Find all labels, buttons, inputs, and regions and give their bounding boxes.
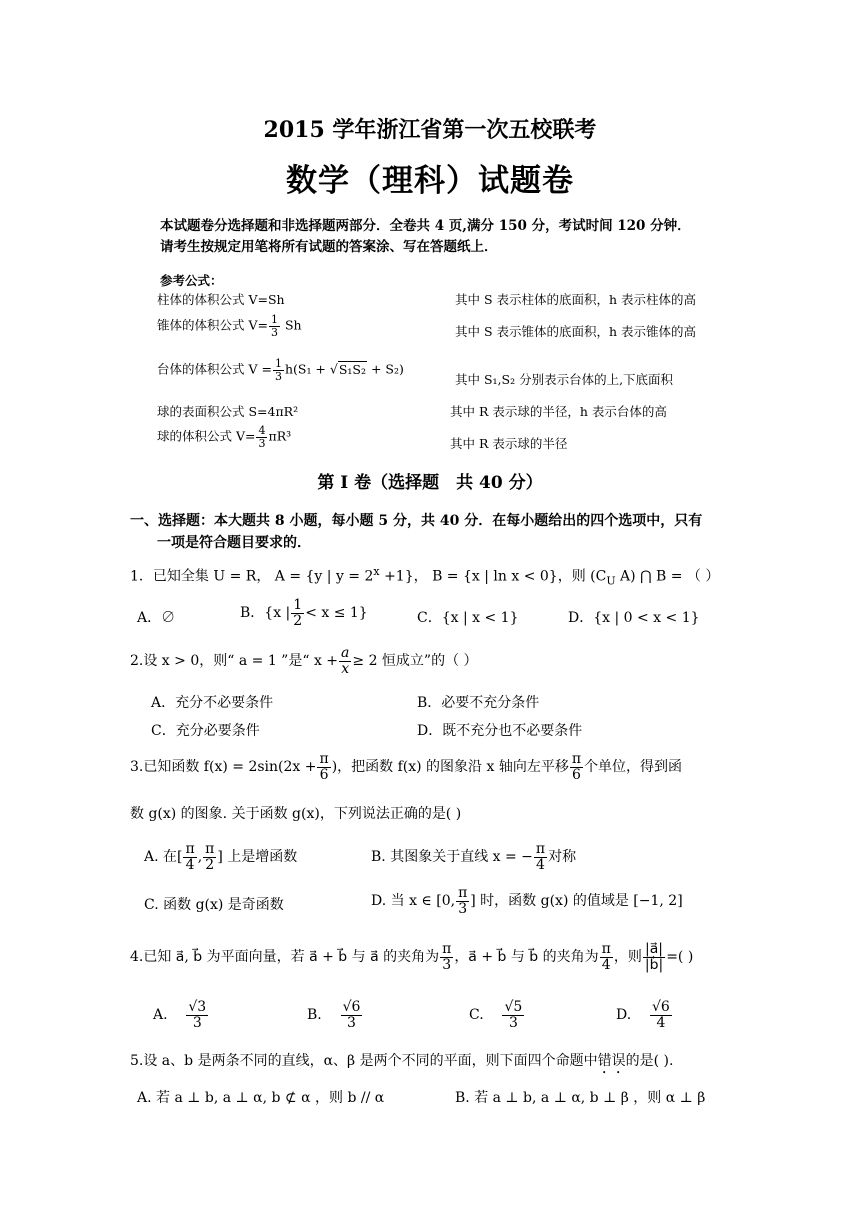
q5-stem-b: 的是( ). [625, 1053, 674, 1069]
fraction: $\frac{√6}{4}$ [652, 999, 670, 1031]
q1-stem-a: 1．已知全集 U = R， A = {y | y = 2 [130, 568, 374, 585]
q3-b-b: 对称 [548, 849, 577, 866]
q3-d-b: ] 时，函数 g(x) 的值域是 [−1, 2] [470, 893, 683, 910]
q4-stem-a: 4.已知 a⃗, b⃗ 为平面向量，若 a⃗ + b⃗ 与 a⃗ 的夹角为 [130, 949, 440, 966]
q5-option-b: B. 若 a ⊥ b, a ⊥ α, b ⊥ β ，则 α ⊥ β [455, 1090, 706, 1106]
q3-stem-b: )，把函数 f(x) 的图象沿 x 轴向左平移 [331, 759, 569, 776]
q2-option-a: A．充分不必要条件 [151, 695, 274, 711]
sqrt-content: S₁S₂ [338, 361, 366, 377]
fraction: $\frac{\pi}{4}$ [601, 941, 611, 973]
sqrt-sign: √ [329, 361, 338, 377]
q1-stem [130, 565, 719, 587]
part1-instructions-1: 一、选择题：本大题共 8 小题，每小题 5 分，共 40 分．在每小题给出的四个选项中，只有 [130, 513, 703, 529]
fraction: $\frac{\pi}{6}$ [319, 751, 329, 783]
q5-option-a: A. 若 a ⊥ b, a ⊥ α, b ⊄ α ，则 b // α [137, 1090, 385, 1106]
fraction: $\frac{1}{3}$ [274, 357, 282, 383]
q3-option-a: A. 在[ $\frac{\pi}{4}$ , $\frac{\pi}{2}$ ] 上是增函数 [144, 841, 298, 873]
exam-subtitle: 数学（理科）试题卷 [286, 163, 574, 199]
fraction: $\frac{\pi}{6}$ [571, 751, 582, 783]
section-title: 第 I 卷（选择题 共 40 分） [317, 473, 543, 493]
q3-d-a: D. 当 x ∈ [0, [371, 893, 456, 910]
exam-title: 2015 学年浙江省第一次五校联考 [263, 117, 597, 143]
formula-cone-note: 其中 S 表示锥体的底面积，h 表示锥体的高 [455, 324, 697, 339]
formula-sphere-rest: πR³ [268, 428, 292, 444]
q1-sup: x [373, 565, 380, 578]
fraction: $\frac{\pi}{2}$ [205, 841, 215, 873]
fraction: $\frac{\pi}{3}$ [442, 941, 452, 973]
q1-sub: U [606, 574, 616, 588]
formula-frustum-label: 台体的体积公式 V = [157, 361, 272, 377]
intro-line-1: 本试题卷分选择题和非选择题两部分．全卷共 4 页,满分 150 分，考试时间 120 分钟． [160, 218, 691, 234]
q4-option-a [153, 1000, 209, 1030]
fraction: $\frac{\pi}{4}$ [185, 841, 195, 873]
q2-stem-b: ≥ 2 恒成立”的（ ） [352, 653, 478, 670]
q3-b-a: B. 其图象关于直线 x = − [371, 849, 533, 866]
formula-frustum-end: + S₂) [367, 361, 404, 377]
formula-sphere-area: 球的表面积公式 S=4πR² [157, 404, 299, 419]
q4-b-label: B. [307, 1007, 322, 1024]
q4-option-d [616, 1000, 673, 1030]
q4-stem-d: =( ) [666, 949, 694, 966]
formula-prism-note: 其中 S 表示柱体的底面积，h 表示柱体的高 [455, 292, 697, 307]
q1-stem-c: A) ⋂ B = （ ） [615, 568, 720, 585]
q4-c-label: C. [469, 1007, 484, 1024]
formula-cone-label: 锥体的体积公式 V= [157, 317, 268, 333]
fraction: $\frac{\pi}{4}$ [535, 841, 546, 873]
q3-option-b [371, 842, 576, 872]
formula-cone-rest: Sh [280, 317, 302, 333]
fraction: $\frac{a}{x}$ [341, 645, 350, 677]
formulas-title: 参考公式： [160, 273, 223, 288]
formula-sphere-area-note: 其中 R 表示球的半径，h 表示台体的高 [450, 404, 667, 419]
fraction: $\frac{1}{2}$ [293, 597, 303, 629]
q2-option-c: C．充分必要条件 [151, 723, 260, 739]
q2-option-b: B．必要不充分条件 [417, 695, 540, 711]
q4-option-b [307, 1000, 363, 1030]
formula-frustum-note: 其中 S₁,S₂ 分别表示台体的上,下底面积 [455, 372, 674, 387]
formula-frustum-part: h(S₁ + [284, 361, 330, 377]
fraction: $\frac{|a⃗|}{|b⃗|}$ [644, 941, 664, 973]
formula-prism-volume: 柱体的体积公式 V=Sh [157, 292, 285, 307]
q3-a-a: A. 在[ [144, 849, 183, 866]
q1-option-d: D．{x | 0 < x < 1} [568, 610, 700, 626]
q4-a-label: A. [153, 1007, 168, 1024]
q1-option-b [240, 598, 368, 628]
fraction: $\frac{1}{3}$ [270, 313, 278, 339]
q1-option-a: A．∅ [137, 610, 176, 626]
formula-frustum-volume [157, 358, 404, 382]
fraction: $\frac{√5}{3}$ [504, 999, 523, 1031]
q5-emphasis: 错误 [597, 1053, 626, 1069]
q2-option-d: D．既不充分也不必要条件 [417, 723, 583, 739]
formula-sphere-volume [157, 425, 291, 449]
q4-stem-c: ，则 [613, 949, 642, 966]
q4-stem [130, 942, 693, 972]
formula-cone-volume [157, 314, 302, 338]
fraction: $\frac{\pi}{3}$ [458, 885, 468, 917]
q2-stem [130, 646, 478, 676]
formula-sphere-label: 球的体积公式 V= [157, 428, 256, 444]
q1-stem-b: +1}， B = {x | ln x < 0}，则 (C [379, 568, 607, 585]
q5-stem [130, 1050, 673, 1077]
q3-stem-c: 个单位，得到函 [584, 759, 683, 776]
q3-stem-line2: 数 g(x) 的图象. 关于函数 g(x)，下列说法正确的是( ) [130, 806, 462, 822]
q4-option-c [469, 1000, 525, 1030]
q1-b-a: B．{x | [240, 605, 291, 622]
q2-stem-a: 2.设 x > 0，则“ a = 1 ”是“ x + [130, 653, 339, 670]
q3-stem-a: 3.已知函数 f(x) = 2sin(2x + [130, 759, 317, 776]
q3-option-d [371, 886, 683, 916]
q3-option-c: C. 函数 g(x) 是奇函数 [144, 897, 284, 913]
q1-option-c: C．{x | x < 1} [417, 610, 519, 626]
formula-sphere-volume-note: 其中 R 表示球的半径 [450, 436, 568, 451]
q3-stem [130, 752, 682, 782]
fraction: $\frac{4}{3}$ [258, 424, 266, 450]
q5-stem-a: 5.设 a、b 是两条不同的直线，α、β 是两个不同的平面，则下面四个命题中 [130, 1053, 598, 1069]
q1-b-b: < x ≤ 1} [305, 605, 368, 622]
fraction: $\frac{√6}{3}$ [342, 999, 361, 1031]
q4-stem-b: ，a⃗ + b⃗ 与 b⃗ 的夹角为 [454, 949, 599, 966]
q3-a-b: ] 上是增函数 [217, 849, 298, 866]
part1-instructions-2: 一项是符合题目要求的． [157, 535, 311, 551]
intro-line-2: 请考生按规定用笔将所有试题的答案涂、写在答题纸上． [160, 239, 498, 255]
q4-d-label: D. [616, 1007, 632, 1024]
fraction: $\frac{√3}{3}$ [188, 999, 207, 1031]
